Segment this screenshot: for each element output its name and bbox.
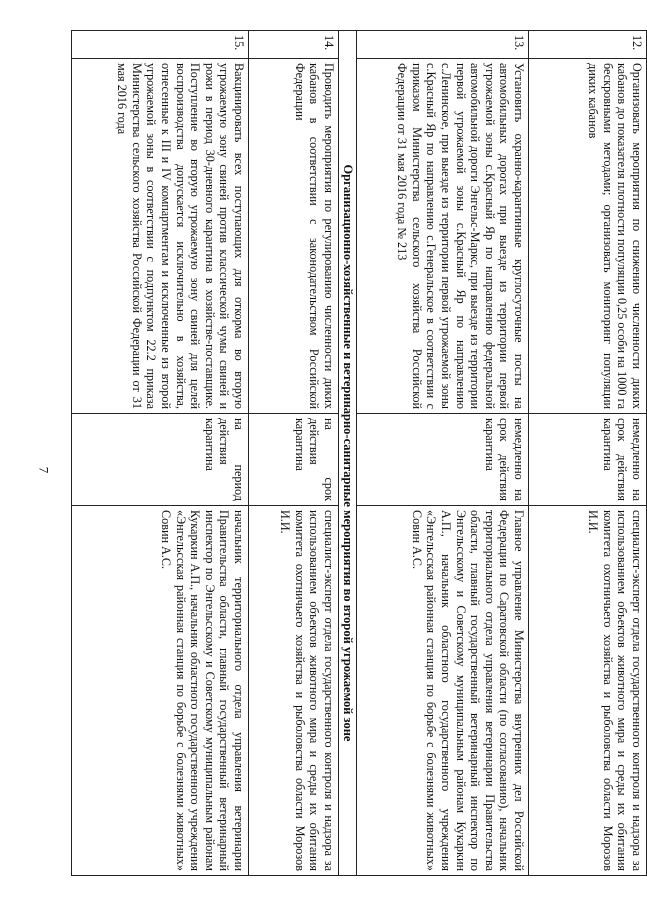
row-number: 14. <box>249 31 339 59</box>
row-number: 12. <box>529 31 647 59</box>
activity-cell: Вакцинировать всех поступающих для откорма во вторую угрожаемую зону свиней против классической чумы свиней и рожи в период 30-дневного карантина в хозяйстве-поставщике. Поступление во вторую угрожаемую зону свиней для целей воспроизводства допускается исключительно в хозяйства, отнесенные к III и IV компартментам и исключенные из второй угрожаемой зоны в соответствии с подпунктом 22.2 приказа Министерства сельского хозяйства Российской Федерации от 31 мая 2016 года <box>72 59 249 414</box>
rotated-table-container <box>72 30 647 875</box>
measures-table <box>71 30 647 876</box>
table-row <box>357 31 529 876</box>
regulation-table-frame <box>72 30 647 875</box>
responsible-cell: начальник территориального отдела управления ветеринарии Правительства области, главный государственный ветеринарный инспектор по Энгельсскому и Советскому муниципальным районам Кукаркин А.П., начальник областного государственного учреждения «Энгельсская районная станция по борьбе с болезнями животных» Совин А.С. <box>72 506 249 876</box>
term-cell: немедленно на срок действия карантина <box>357 414 529 506</box>
responsible-cell: специалист-эксперт отдела государственного контроля и надзора за использованием объектов животного мира и среды их обитания комитета охотничьего хозяйства и рыболовства области Морозов И.И. <box>249 506 339 876</box>
table-row <box>529 31 647 876</box>
table-row <box>249 31 339 876</box>
term-cell: немедленно на срок действия карантина <box>529 414 647 506</box>
page-number: 7 <box>36 466 52 474</box>
activity-cell: Организовать мероприятия по снижению численности диких кабанов до показателя плотности популяции 0,25 особи на 1000 га бескровными методами; организовать мониторинг популяции диких кабанов <box>529 59 647 414</box>
row-number: 15. <box>72 31 249 59</box>
term-cell: на период действия карантина <box>72 414 249 506</box>
term-cell: на срок действия карантина <box>249 414 339 506</box>
responsible-cell: Главное управление Министерства внутренних дел Российской Федерации по Саратовской области (по согласованию), начальник территориального отдела управления ветеринарии Правительства области, главный государственный ветеринарный инспектор по Энгельсскому и Советскому муниципальным районам Кукаркин А.П., начальник областного государственного учреждения «Энгельсская районная станция по борьбе с болезнями животных» Совин А.С. <box>357 506 529 876</box>
responsible-cell: специалист-эксперт отдела государственного контроля и надзора за использованием объектов животного мира и среды их обитания комитета охотничьего хозяйства и рыболовства области Морозов И.И. <box>529 506 647 876</box>
section-heading-row <box>339 31 357 876</box>
activity-cell: Проводить мероприятия по регулированию численности диких кабанов в соответствии с законодательством Российской Федерации <box>249 59 339 414</box>
table-row <box>72 31 249 876</box>
section-heading: Организационно-хозяйственные и ветеринарно-санитарные мероприятия во второй угрожаемой зоне <box>339 31 357 876</box>
row-number: 13. <box>357 31 529 59</box>
activity-cell: Установить охранно-карантинные круглосуточные посты на автомобильных дорогах при выезде из территории первой угрожаемой зоны с.Красный Яр по направлению федеральной автомобильной дороги Энгельс-Маркс, при выезде из территории первой угрожаемой зоны с.Красный Яр по направлению с.Ленинское, при выезде из территории первой угрожаемой зоны с.Красный Яр по направлению с.Генеральское в соответствии с приказом Министерства сельского хозяйства Российской Федерации от 31 мая 2016 года № 213 <box>357 59 529 414</box>
